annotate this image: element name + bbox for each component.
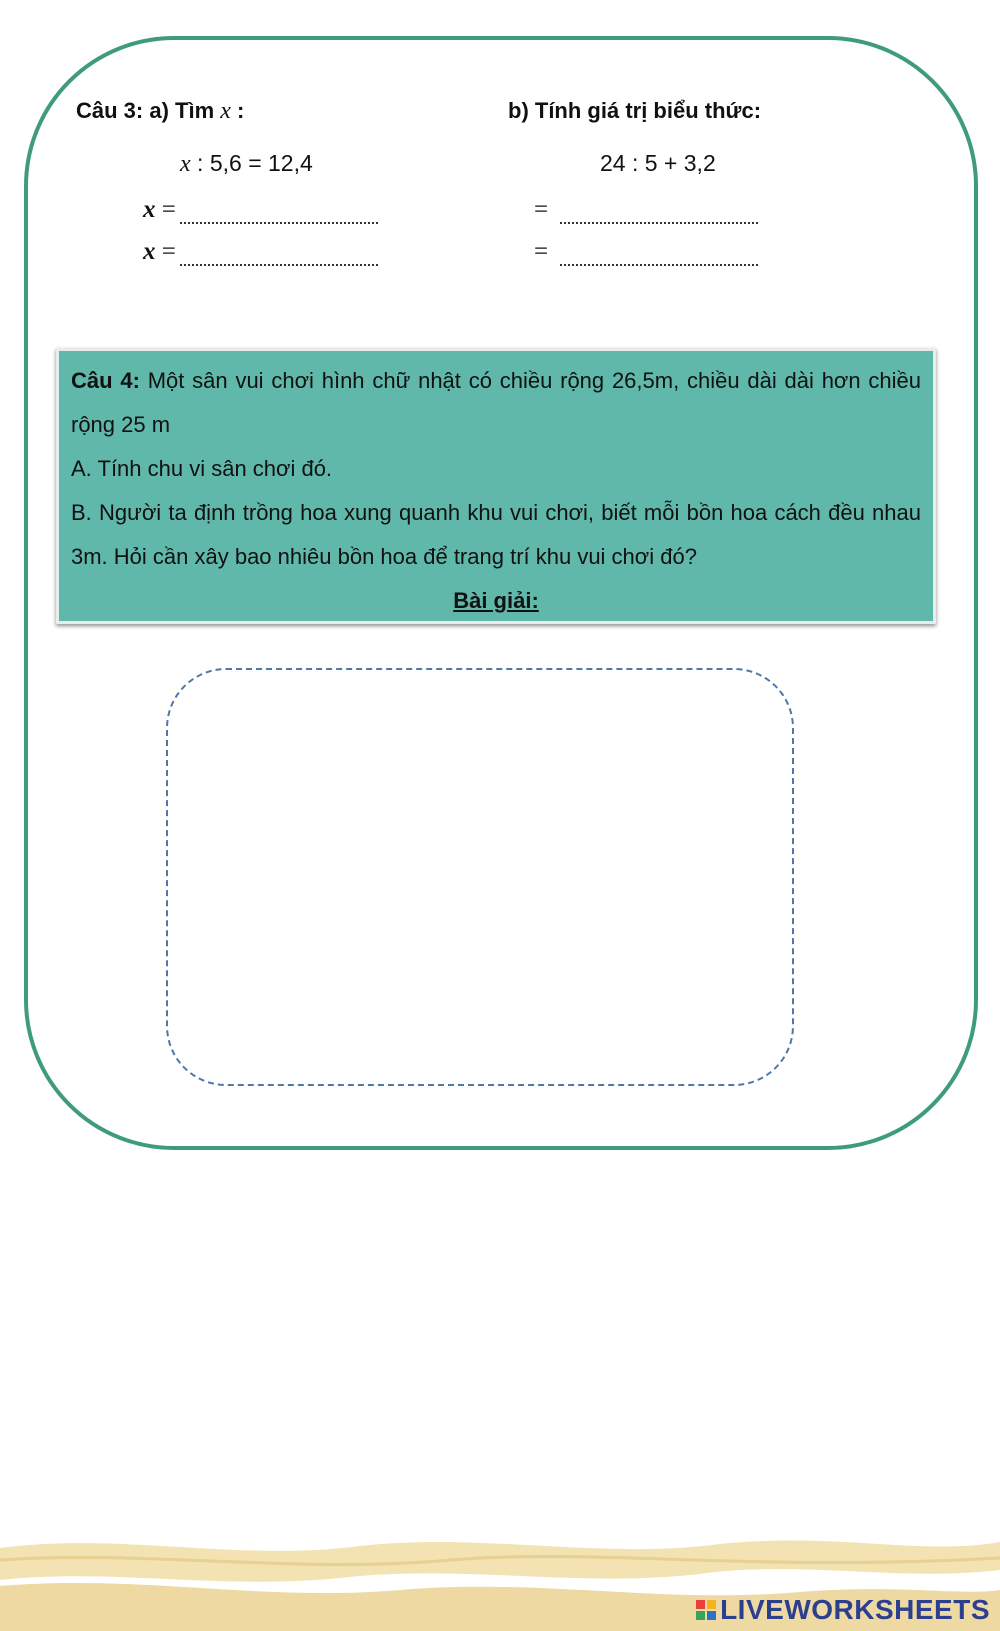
question4-statement [71,359,921,447]
answer-row-b1 [534,196,758,224]
question4-text: Một sân vui chơi hình chữ nhật có chiều rộng 26,5m, chiều dài dài hơn chiều rộng 25 m [71,368,921,437]
question3a-title-prefix: Câu 3: a) Tìm [76,98,221,123]
question4-label: Câu 4: [71,368,140,393]
logo-squares-icon [696,1600,716,1620]
question3a-title [76,98,244,125]
liveworksheets-logo [696,1594,990,1626]
question3a-title-suffix: : [230,98,245,123]
answer-input-a2[interactable] [180,240,378,266]
equation-a-var: x [180,151,191,177]
answer-row-a1-label: x = [143,196,176,223]
solution-label: Bài giải: [453,588,539,613]
answer-row-b2-label: = [534,238,549,265]
question4-part-a: A. Tính chu vi sân chơi đó. [71,456,333,481]
question4-box [56,348,936,624]
equation-a [180,150,313,178]
expression-b: 24 : 5 + 3,2 [600,150,716,176]
answer-row-b1-label: = [534,196,549,223]
answer-row-a2-label: x = [143,238,176,265]
question3b-title: b) Tính giá trị biểu thức: [508,98,762,123]
question3a-title-var: x [220,98,231,124]
answer-input-b2[interactable] [560,240,758,266]
equation-a-rest: : 5,6 = 12,4 [190,150,313,176]
answer-row-a2 [143,238,378,266]
answer-row-a1 [143,196,378,224]
logo-text: LIVEWORKSHEETS [720,1594,990,1625]
answer-input-b1[interactable] [560,198,758,224]
answer-row-b2 [534,238,758,266]
answer-input-a1[interactable] [180,198,378,224]
question4-part-b: B. Người ta định trồng hoa xung quanh khu vui chơi, biết mỗi bồn hoa cách đều nhau 3m. Hỏi cần xây bao nhiêu bồn hoa để trang trí khu vui chơi đó? [71,500,921,569]
solution-answer-box[interactable] [166,668,794,1086]
